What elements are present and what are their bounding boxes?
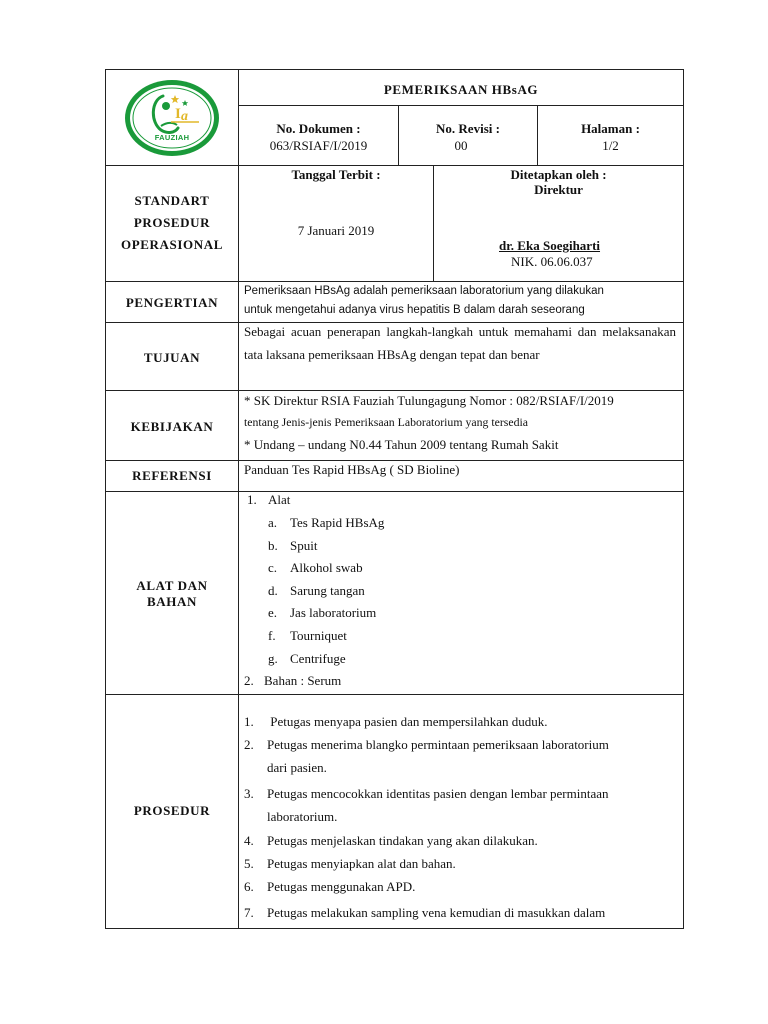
kebijakan-text-line: * SK Direktur RSIA Fauziah Tulungagung Nomor : 082/RSIAF/I/2019 (244, 393, 614, 408)
header-row-divider (105, 165, 684, 166)
step-text: Petugas menggunakan APD. (267, 879, 416, 894)
svg-text:I: I (175, 106, 181, 122)
sub-item-letter: d. (268, 583, 278, 598)
step-text: Petugas melakukan sampling vena kemudian di masukkan dalam (267, 905, 606, 920)
sub-item-text: Sarung tangan (290, 583, 365, 598)
table-border-top (105, 69, 684, 70)
sub-item-letter: e. (268, 605, 278, 620)
step-number: 4. (244, 833, 254, 848)
pengertian-text-line: untuk mengetahui adanya virus hepatitis B dalam darah seseorang (244, 304, 585, 316)
no-revisi-value: 00 (454, 138, 468, 153)
tujuan-label: TUJUAN (143, 350, 201, 365)
sop-label-line: STANDART (134, 193, 210, 208)
step-text: Petugas menjelaskan tindakan yang akan dilakukan. (267, 833, 538, 848)
kebijakan-row-divider (105, 460, 684, 461)
sub-item-text: Tes Rapid HBsAg (290, 515, 385, 530)
sub-item-text: Centrifuge (290, 651, 346, 666)
pengertian-text-line: Pemeriksaan HBsAg adalah pemeriksaan laboratorium yang dilakukan (244, 285, 604, 297)
label-column-divider (238, 69, 239, 929)
step-number: 3. (244, 786, 254, 801)
step-number: 5. (244, 856, 254, 871)
sub-item-text: Spuit (290, 538, 318, 553)
logo-emblem-icon (123, 78, 221, 158)
sop-label (106, 190, 238, 256)
kebijakan-text-line: * Undang – undang N0.44 Tahun 2009 tentang Rumah Sakit (244, 437, 559, 452)
no-dokumen-value: 063/RSIAF/I/2019 (269, 138, 368, 153)
list-number: 1. (247, 492, 257, 507)
sub-item-letter: a. (268, 515, 278, 530)
table-border-right (683, 69, 684, 929)
pengertian-label: PENGERTIAN (125, 295, 219, 310)
sub-item-text: Alkohol swab (290, 560, 363, 575)
table-border-bottom (105, 928, 684, 929)
list-number: 2. (244, 673, 254, 688)
sub-item-text: Jas laboratorium (290, 605, 377, 620)
ditetapkan-label: Ditetapkan oleh : (510, 167, 607, 182)
alat-row-divider (105, 694, 684, 695)
signer-name: dr. Eka Soegiharti (499, 238, 601, 253)
referensi-text: Panduan Tes Rapid HBsAg ( SD Bioline) (244, 462, 460, 477)
sub-item-text: Tourniquet (290, 628, 347, 643)
logo-text: FAUZIAH (154, 133, 190, 142)
alat-bahan-label (106, 578, 238, 610)
referensi-row-divider (105, 491, 684, 492)
step-text: Petugas menyiapkan alat dan bahan. (267, 856, 456, 871)
step-text-continued: laboratorium. (267, 809, 338, 824)
sop-label-line: OPERASIONAL (121, 237, 223, 252)
prosedur-label: PROSEDUR (133, 803, 211, 818)
step-number: 7. (244, 905, 254, 920)
document-title: PEMERIKSAAN HBsAG (383, 82, 539, 97)
referensi-label: REFERENSI (132, 468, 212, 483)
hospital-logo (123, 78, 221, 158)
step-text-continued: dari pasien. (267, 760, 327, 775)
kebijakan-label: KEBIJAKAN (130, 419, 214, 434)
tanggal-terbit-value: 7 Januari 2019 (297, 223, 375, 238)
list-item-alat: Alat (268, 492, 291, 507)
step-number: 2. (244, 737, 254, 752)
step-text: Petugas menerima blangko permintaan pemeriksaan laboratorium (267, 737, 609, 752)
step-text: Petugas menyapa pasien dan mempersilahkan duduk. (267, 714, 548, 729)
sub-item-letter: f. (268, 628, 276, 643)
tujuan-text: Sebagai acuan penerapan langkah-langkah untuk memahami dan melaksanakan tata laksana pemeriksaan HBsAg dengan tepat dan benar (244, 324, 676, 362)
halaman-value: 1/2 (602, 138, 619, 153)
step-text: Petugas mencocokkan identitas pasien dengan lembar permintaan (267, 786, 609, 801)
alat-bahan-label-line: ALAT DAN (136, 578, 208, 593)
alat-bahan-label-line: BAHAN (147, 594, 197, 609)
title-row-divider (238, 105, 684, 106)
step-number: 1. (244, 714, 254, 729)
signer-nik: NIK. 06.06.037 (511, 254, 593, 269)
sop-label-line: PROSEDUR (133, 215, 211, 230)
sub-item-letter: g. (268, 651, 278, 666)
svg-text:a: a (181, 109, 188, 124)
list-item-bahan: Bahan : Serum (264, 673, 342, 688)
halaman-label: Halaman : (581, 121, 640, 136)
tanggal-terbit-label: Tanggal Terbit : (291, 167, 381, 182)
sub-item-letter: c. (268, 560, 278, 575)
step-number: 6. (244, 879, 254, 894)
tujuan-row-divider (105, 390, 684, 391)
sub-item-letter: b. (268, 538, 278, 553)
kebijakan-text-line: tentang Jenis-jenis Pemeriksaan Laboratorium yang tersedia (244, 415, 529, 429)
no-dokumen-label: No. Dokumen : (276, 121, 361, 136)
ditetapkan-role: Direktur (534, 182, 583, 197)
no-revisi-label: No. Revisi : (436, 121, 500, 136)
